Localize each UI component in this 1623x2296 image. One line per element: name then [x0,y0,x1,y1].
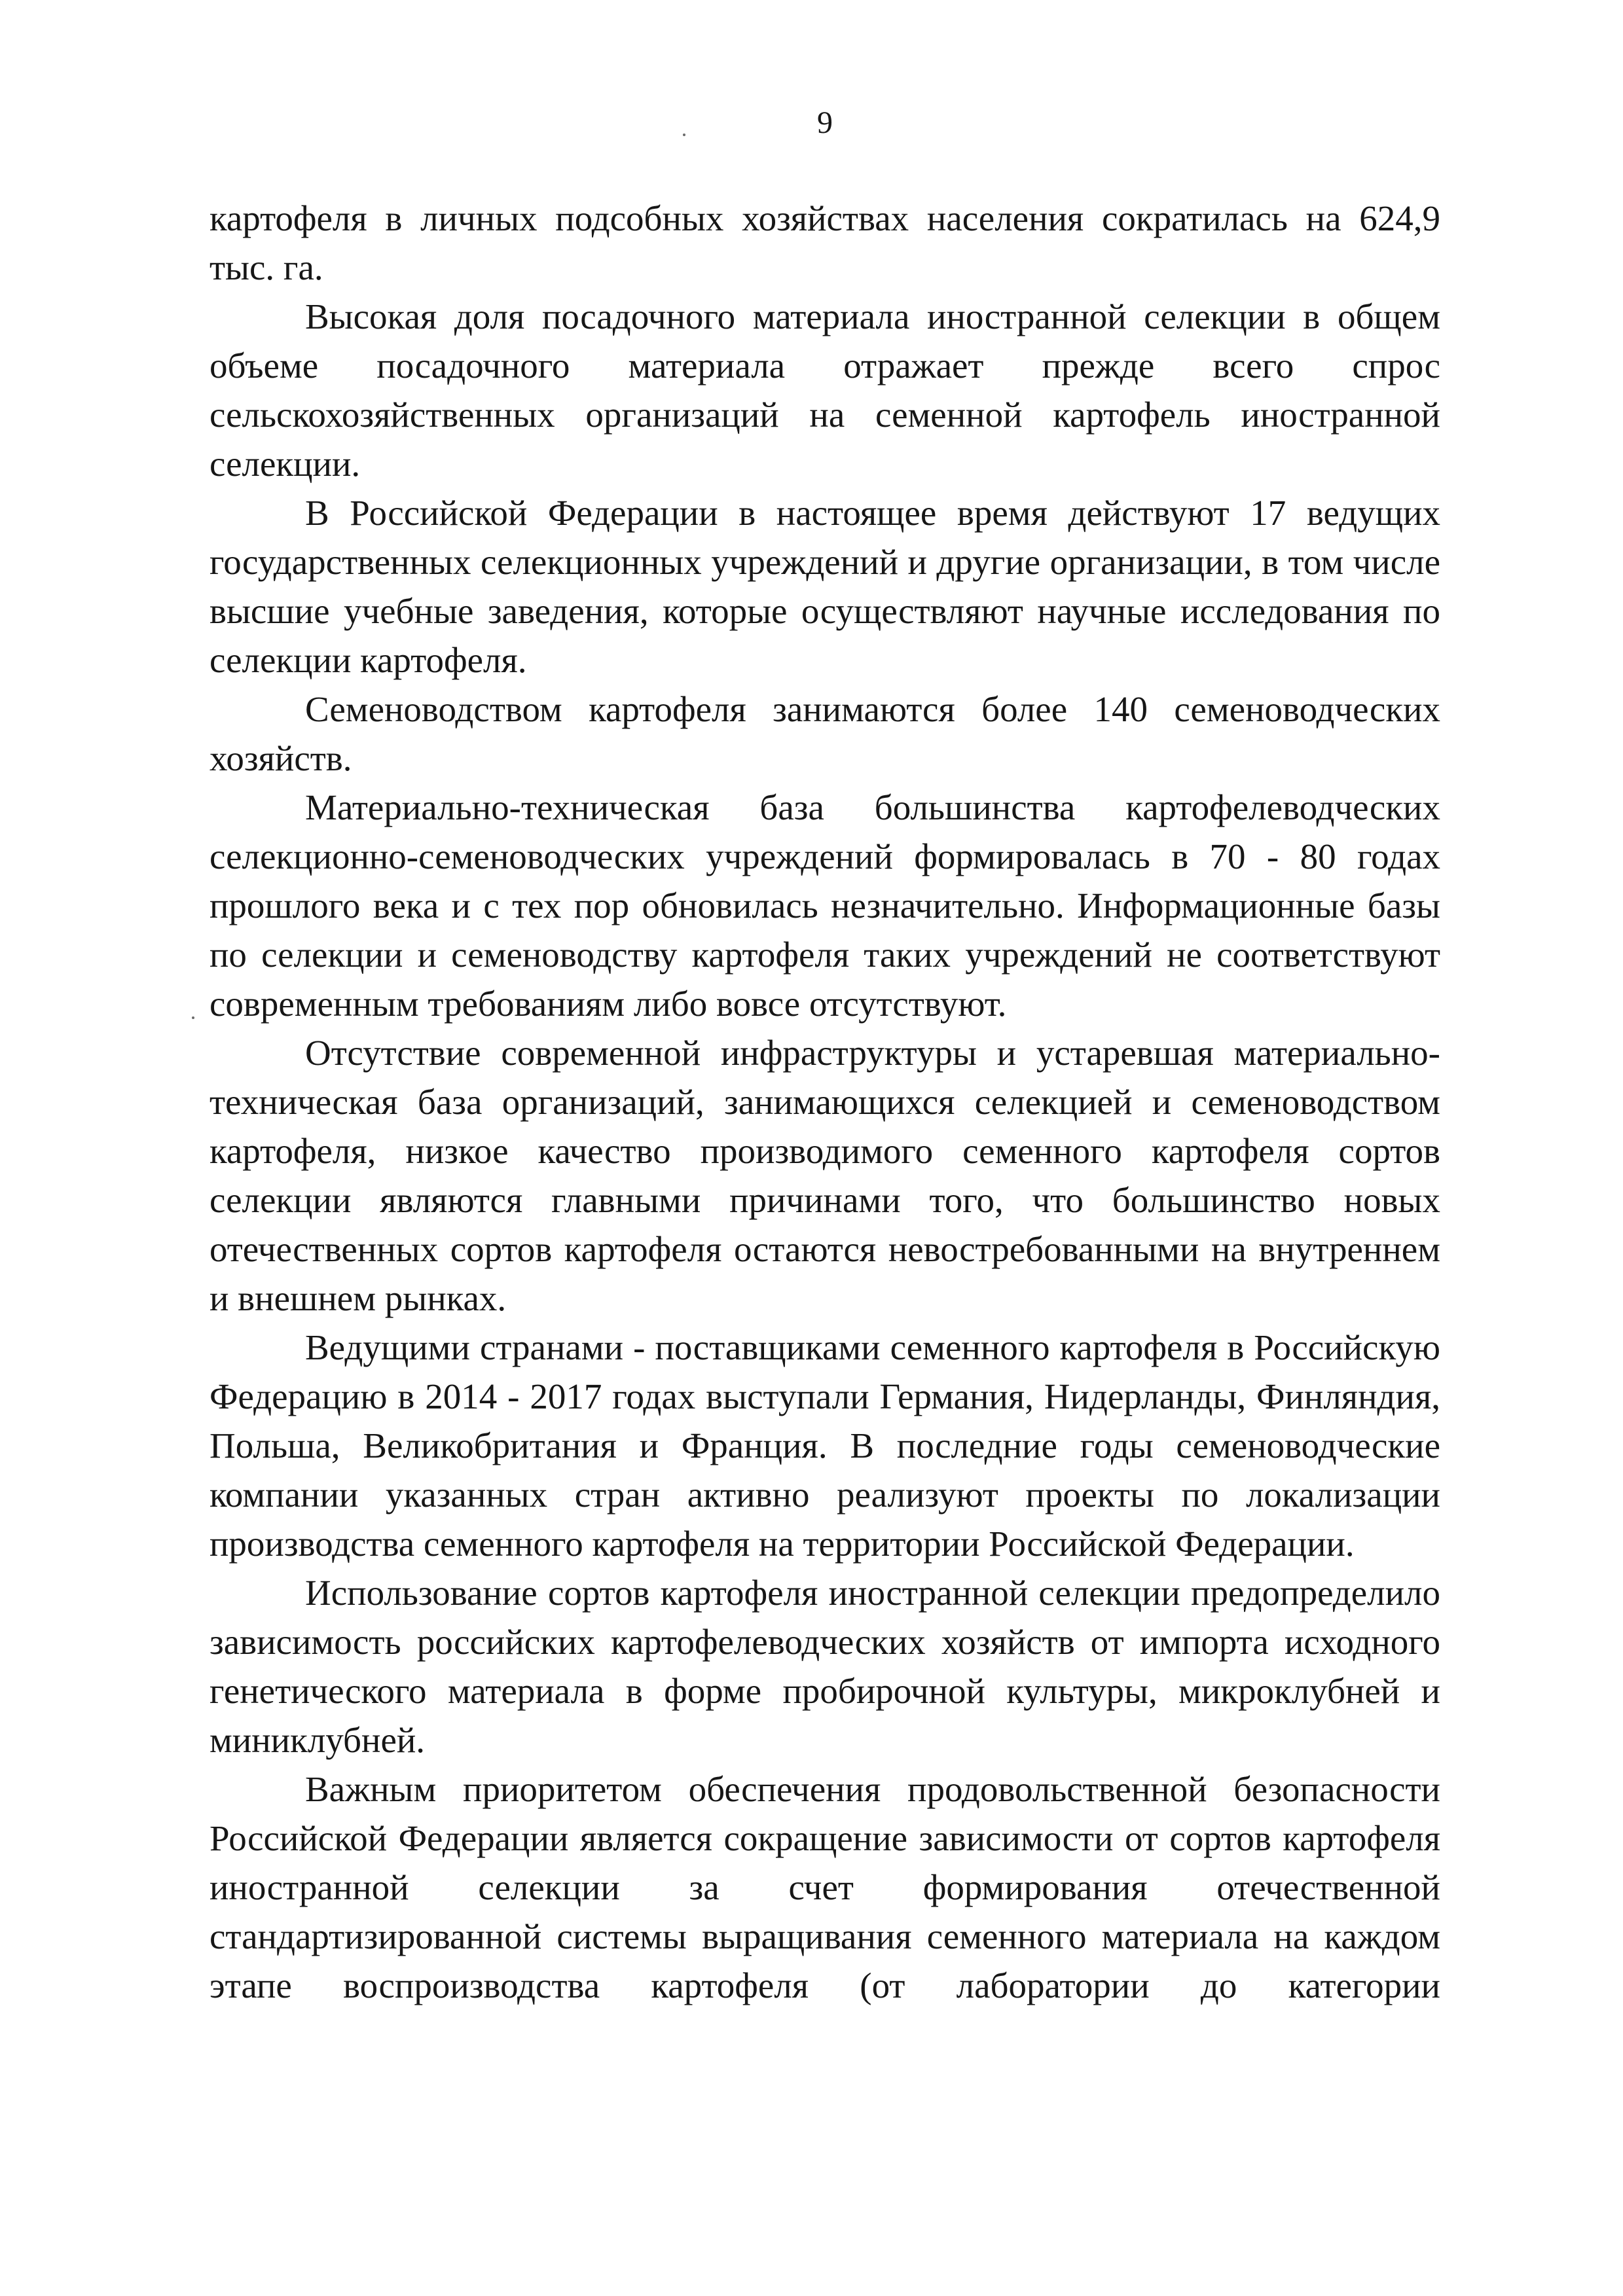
scan-speck [192,1016,194,1019]
paragraph: Материально-техническая база большинства картофелеводческих селекционно-семеноводческих учреждений формировалась в 70 - 80 годах прошлого века и с тех пор обновилась незначительно. Информационные базы по селекции и семеноводству картофеля таких учреждений не соответствуют современным требованиям либо вовсе отсутствуют. [210,787,1440,1024]
paragraph: Отсутствие современной инфраструктуры и устаревшая материально-техническая база организаций, занимающихся селекцией и семеноводством картофеля, низкое качество производимого семенного картофеля сортов селекции являются главными причинами того, что большинство новых отечественных сортов картофеля остаются невостребованными на внутреннем и внешнем рынках. [210,1033,1440,1318]
page-number: 9 [817,105,833,140]
paragraph: Использование сортов картофеля иностранной селекции предопределило зависимость российских картофелеводческих хозяйств от импорта исходного генетического материала в форме пробирочной культуры, микроклубней и миниклубней. [210,1573,1440,1760]
scan-speck [683,134,685,136]
paragraph: Ведущими странами - поставщиками семенного картофеля в Российскую Федерацию в 2014 - 2017 годах выступали Германия, Нидерланды, Финляндия, Польша, Великобритания и Франция. В последние годы семеноводческие компании указанных стран активно реализуют проекты по локализации производства семенного картофеля на территории Российской Федерации. [210,1327,1440,1564]
paragraph: Семеноводством картофеля занимаются более 140 семеноводческих хозяйств. [210,689,1440,778]
paragraph: Высокая доля посадочного материала иностранной селекции в общем объеме посадочного материала отражает прежде всего спрос сельскохозяйственных организаций на семенной картофель иностранной селекции. [210,296,1440,484]
paragraph: Важным приоритетом обеспечения продовольственной безопасности Российской Федерации является сокращение зависимости от сортов картофеля иностранной селекции за счет формирования отечественной стандартизированной системы выращивания семенного материала на каждом этапе воспроизводства картофеля (от лаборатории до категории [210,1769,1440,2005]
body-text [210,194,1440,2010]
paragraph: картофеля в личных подсобных хозяйствах населения сократилась на 624,9 тыс. га. [210,198,1440,287]
paragraph: В Российской Федерации в настоящее время действуют 17 ведущих государственных селекционных учреждений и другие организации, в том числе высшие учебные заведения, которые осуществляют научные исследования по селекции картофеля. [210,493,1440,680]
